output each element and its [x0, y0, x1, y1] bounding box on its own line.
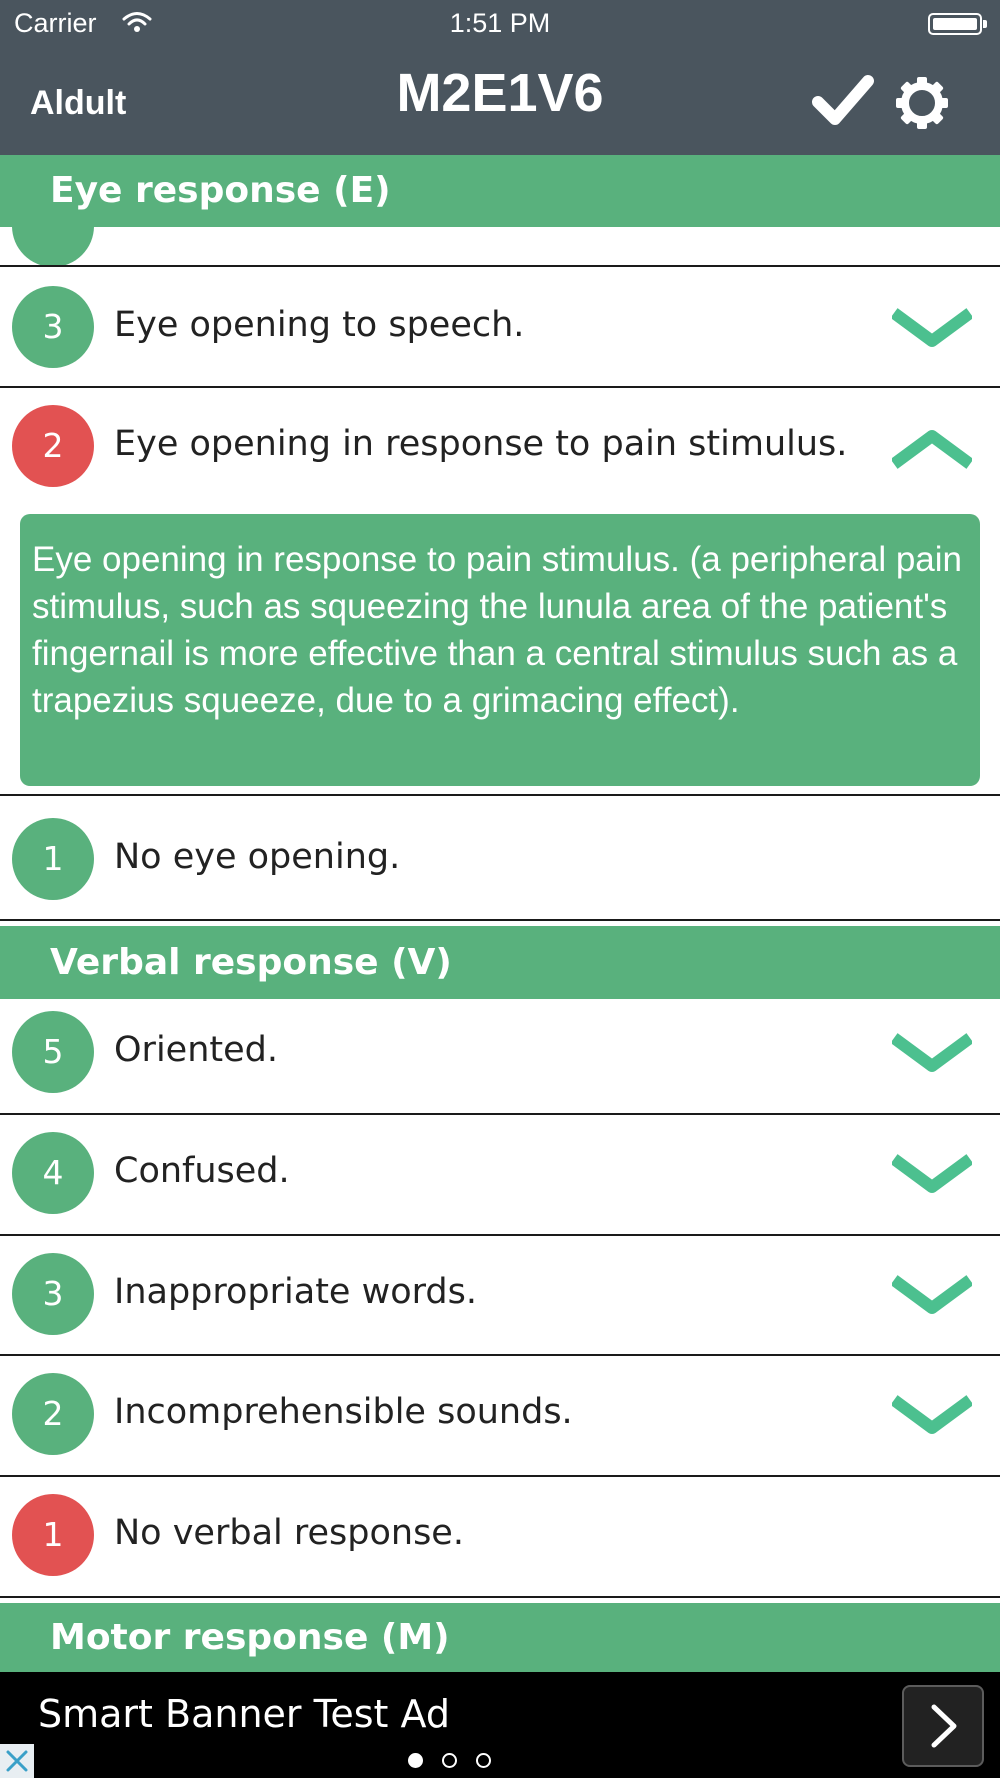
chevron-down-icon[interactable]: [892, 1274, 972, 1314]
chevron-down-icon[interactable]: [892, 307, 972, 347]
item-label: No verbal response.: [114, 1513, 464, 1553]
chevron-down-icon[interactable]: [892, 1394, 972, 1434]
section-header-motor: Motor response (M): [0, 1603, 1000, 1672]
ad-text[interactable]: Smart Banner Test Ad: [38, 1692, 450, 1736]
item-label: Incomprehensible sounds.: [114, 1392, 573, 1432]
score-badge: [12, 227, 94, 267]
item-description: Eye opening in response to pain stimulus. (a peripheral pain stimulus, such as squeezing the lunula area of the patient's fingernail is more effective than a central stimulus such as a trapezius squeeze, due to a grimacing effect).: [20, 514, 980, 786]
chevron-down-icon[interactable]: [892, 1032, 972, 1072]
battery-icon: [928, 13, 982, 35]
list-item-eye-1[interactable]: [0, 796, 1000, 921]
list-item-verbal-4[interactable]: [0, 1115, 1000, 1236]
score-badge: 1: [12, 818, 94, 900]
page-dot[interactable]: [442, 1753, 457, 1768]
score-badge: 5: [12, 1011, 94, 1093]
chevron-right-icon: [904, 1687, 982, 1765]
check-icon[interactable]: [812, 74, 874, 128]
list-item-partial[interactable]: [0, 227, 1000, 267]
list-item-verbal-3[interactable]: [0, 1236, 1000, 1356]
score-badge: 3: [12, 286, 94, 368]
chevron-up-icon[interactable]: [892, 430, 972, 470]
list-item-verbal-5[interactable]: [0, 999, 1000, 1115]
ad-close-button[interactable]: [0, 1744, 34, 1778]
page-dot[interactable]: [476, 1753, 491, 1768]
list-item-verbal-1[interactable]: [0, 1477, 1000, 1598]
score-badge-selected: 1: [12, 1494, 94, 1576]
score-badge: 4: [12, 1132, 94, 1214]
score-badge-selected: 2: [12, 405, 94, 487]
mode-button[interactable]: Aldult: [30, 84, 127, 122]
item-label: No eye opening.: [114, 837, 401, 877]
ad-next-button[interactable]: [902, 1685, 984, 1767]
carrier-label: Carrier: [14, 8, 97, 38]
score-badge: 3: [12, 1253, 94, 1335]
gear-icon[interactable]: [895, 76, 949, 130]
item-label: Eye opening to speech.: [114, 305, 525, 345]
item-label: Oriented.: [114, 1030, 278, 1070]
status-time: 1:51 PM: [449, 8, 551, 38]
list-item-eye-3[interactable]: [0, 267, 1000, 388]
item-label: Eye opening in response to pain stimulus.: [114, 424, 848, 464]
page-dot[interactable]: [408, 1753, 423, 1768]
list-item-verbal-2[interactable]: [0, 1356, 1000, 1477]
section-header-eye: Eye response (E): [0, 155, 1000, 227]
close-icon: [0, 1744, 34, 1778]
section-header-verbal: Verbal response (V): [0, 926, 1000, 999]
item-label: Confused.: [114, 1151, 290, 1191]
page-title: M2E1V6: [396, 63, 604, 123]
score-badge: 2: [12, 1373, 94, 1455]
chevron-down-icon[interactable]: [892, 1153, 972, 1193]
item-label: Inappropriate words.: [114, 1272, 477, 1312]
